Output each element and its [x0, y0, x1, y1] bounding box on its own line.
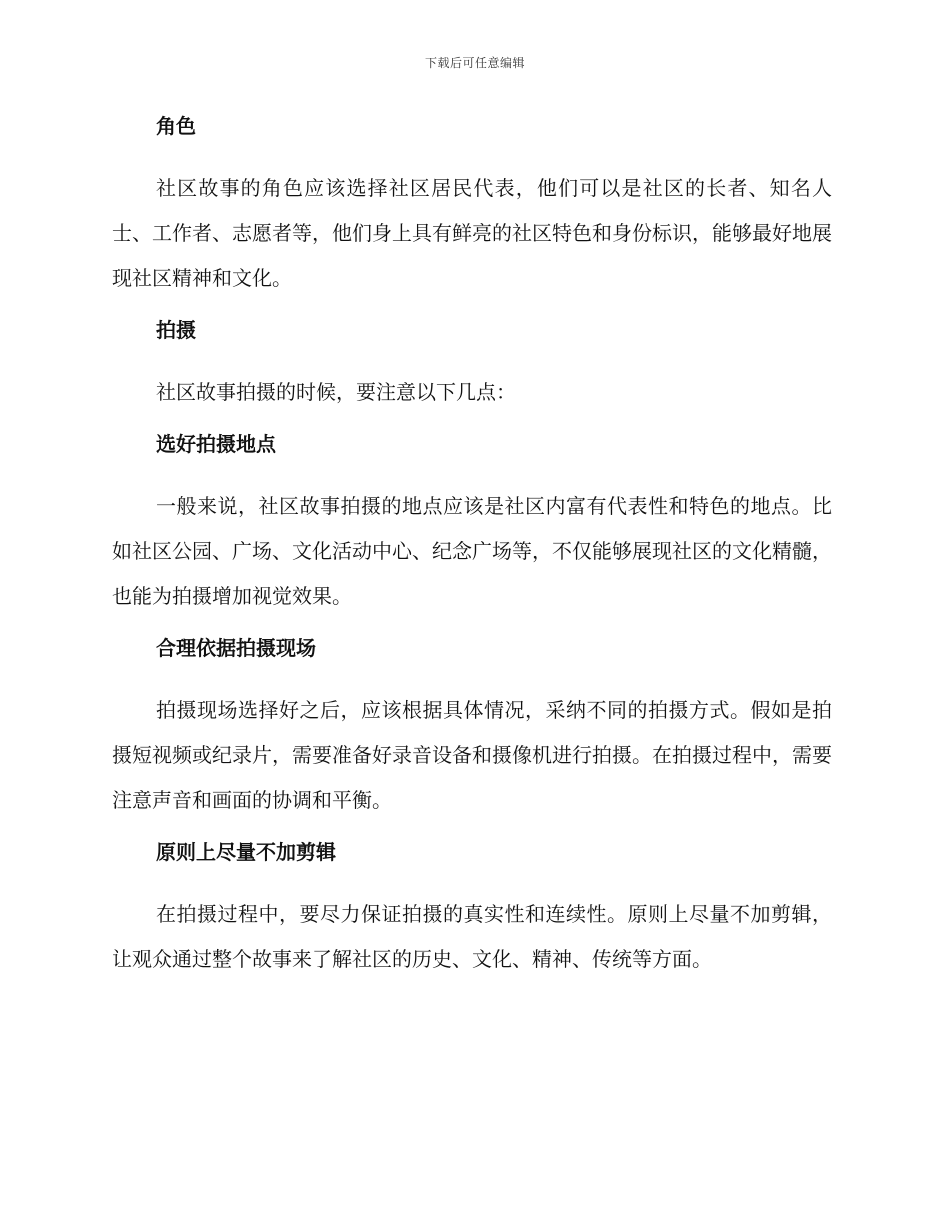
header-note: 下载后可任意编辑 [424, 56, 525, 70]
section-paragraph-role: 社区故事的角色应该选择社区居民代表，他们可以是社区的长者、知名人士、工作者、志愿者等，他们身上具有鲜亮的社区特色和身份标识，能够最好地展现社区精神和文化。 [112, 176, 832, 290]
section-paragraph-location: 一般来说，社区故事拍摄的地点应该是社区内富有代表性和特色的地点。比如社区公园、广场、文化活动中心、纪念广场等，不仅能够展现社区的文化精髓，也能为拍摄增加视觉效果。 [112, 494, 832, 608]
section-heading-location: 选好拍摄地点 [156, 432, 276, 456]
section-heading-no-editing: 原则上尽量不加剪辑 [156, 840, 336, 864]
section-paragraph-no-editing: 在拍摄过程中，要尽力保证拍摄的真实性和连续性。原则上尽量不加剪辑，让观众通过整个故事来了解社区的历史、文化、精神、传统等方面。 [112, 902, 832, 971]
section-paragraph-onsite: 拍摄现场选择好之后，应该根据具体情况，采纳不同的拍摄方式。假如是拍摄短视频或纪录片，需要准备好录音设备和摄像机进行拍摄。在拍摄过程中，需要注意声音和画面的协调和平衡。 [112, 698, 832, 812]
section-heading-role: 角色 [156, 114, 196, 138]
section-heading-shooting: 拍摄 [156, 318, 196, 342]
document-body [112, 110, 832, 995]
section-paragraph-shooting: 社区故事拍摄的时候，要注意以下几点： [156, 380, 516, 404]
section-heading-onsite: 合理依据拍摄现场 [156, 636, 316, 660]
